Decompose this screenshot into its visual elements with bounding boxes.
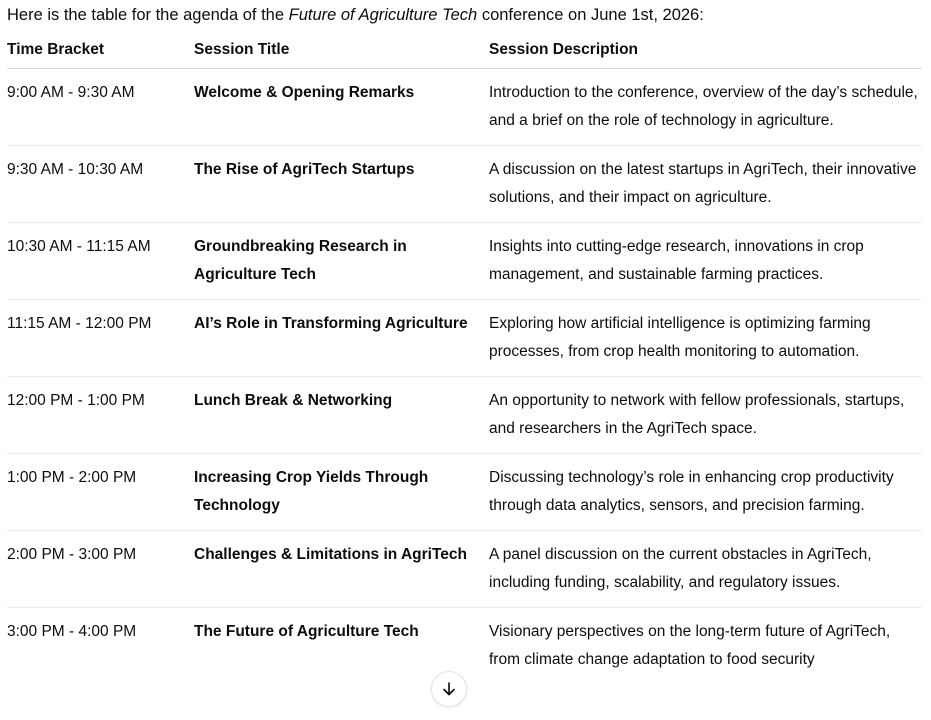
- table-row: [7, 146, 922, 223]
- title-cell: The Future of Agriculture Tech: [194, 623, 419, 640]
- time-cell: 3:00 PM - 4:00 PM: [7, 623, 137, 640]
- time-cell: 9:30 AM - 10:30 AM: [7, 146, 194, 223]
- description-cell: Exploring how artificial intelligence is optimizing farming processes, from crop health monitoring to automation.: [489, 300, 922, 377]
- description-cell: Insights into cutting-edge research, innovations in crop management, and sustainable farming practices.: [489, 223, 922, 300]
- time-cell: 11:15 AM - 12:00 PM: [7, 300, 194, 377]
- time-cell: 9:00 AM - 9:30 AM: [7, 69, 194, 146]
- description-cell: An opportunity to network with fellow professionals, startups, and researchers in the AgriTech space.: [489, 377, 922, 454]
- agenda-table: [7, 32, 922, 684]
- table-row: [7, 300, 922, 377]
- table-row: [7, 454, 922, 531]
- time-cell: 12:00 PM - 1:00 PM: [7, 377, 194, 454]
- intro-after: conference on June 1st, 2026:: [477, 6, 704, 24]
- table-row: [7, 69, 922, 146]
- time-cell: 1:00 PM - 2:00 PM: [7, 454, 194, 531]
- time-cell: 2:00 PM - 3:00 PM: [7, 531, 194, 608]
- description-cell: Visionary perspectives on the long-term future of AgriTech, from climate change adaptation to food security: [489, 623, 891, 668]
- intro-text: [7, 3, 704, 27]
- header-session-description: Session Description: [489, 32, 922, 69]
- title-cell: Challenges & Limitations in AgriTech: [194, 531, 489, 608]
- title-cell: Increasing Crop Yields Through Technology: [194, 454, 489, 531]
- table-row: [7, 377, 922, 454]
- title-cell: The Rise of AgriTech Startups: [194, 146, 489, 223]
- header-time-bracket: Time Bracket: [7, 32, 194, 69]
- title-cell: Groundbreaking Research in Agriculture Tech: [194, 223, 489, 300]
- intro-before: Here is the table for the agenda of the: [7, 6, 289, 24]
- title-cell: Welcome & Opening Remarks: [194, 69, 489, 146]
- description-cell: Introduction to the conference, overview of the day’s schedule, and a brief on the role of technology in agriculture.: [489, 69, 922, 146]
- arrow-down-icon: [440, 680, 458, 698]
- table-row: [7, 531, 922, 608]
- title-cell: Lunch Break & Networking: [194, 377, 489, 454]
- description-cell: A discussion on the latest startups in AgriTech, their innovative solutions, and their impact on agriculture.: [489, 146, 922, 223]
- title-cell: AI’s Role in Transforming Agriculture: [194, 300, 489, 377]
- description-cell: Discussing technology’s role in enhancing crop productivity through data analytics, sensors, and precision farming.: [489, 454, 922, 531]
- description-cell: A panel discussion on the current obstacles in AgriTech, including funding, scalability, and regulatory issues.: [489, 531, 922, 608]
- time-cell: 10:30 AM - 11:15 AM: [7, 223, 194, 300]
- scroll-to-bottom-button[interactable]: [431, 671, 467, 707]
- conference-name: Future of Agriculture Tech: [288, 6, 478, 24]
- table-header-row: [7, 32, 922, 69]
- header-session-title: Session Title: [194, 32, 489, 69]
- table-row: [7, 223, 922, 300]
- table-row: [7, 608, 922, 685]
